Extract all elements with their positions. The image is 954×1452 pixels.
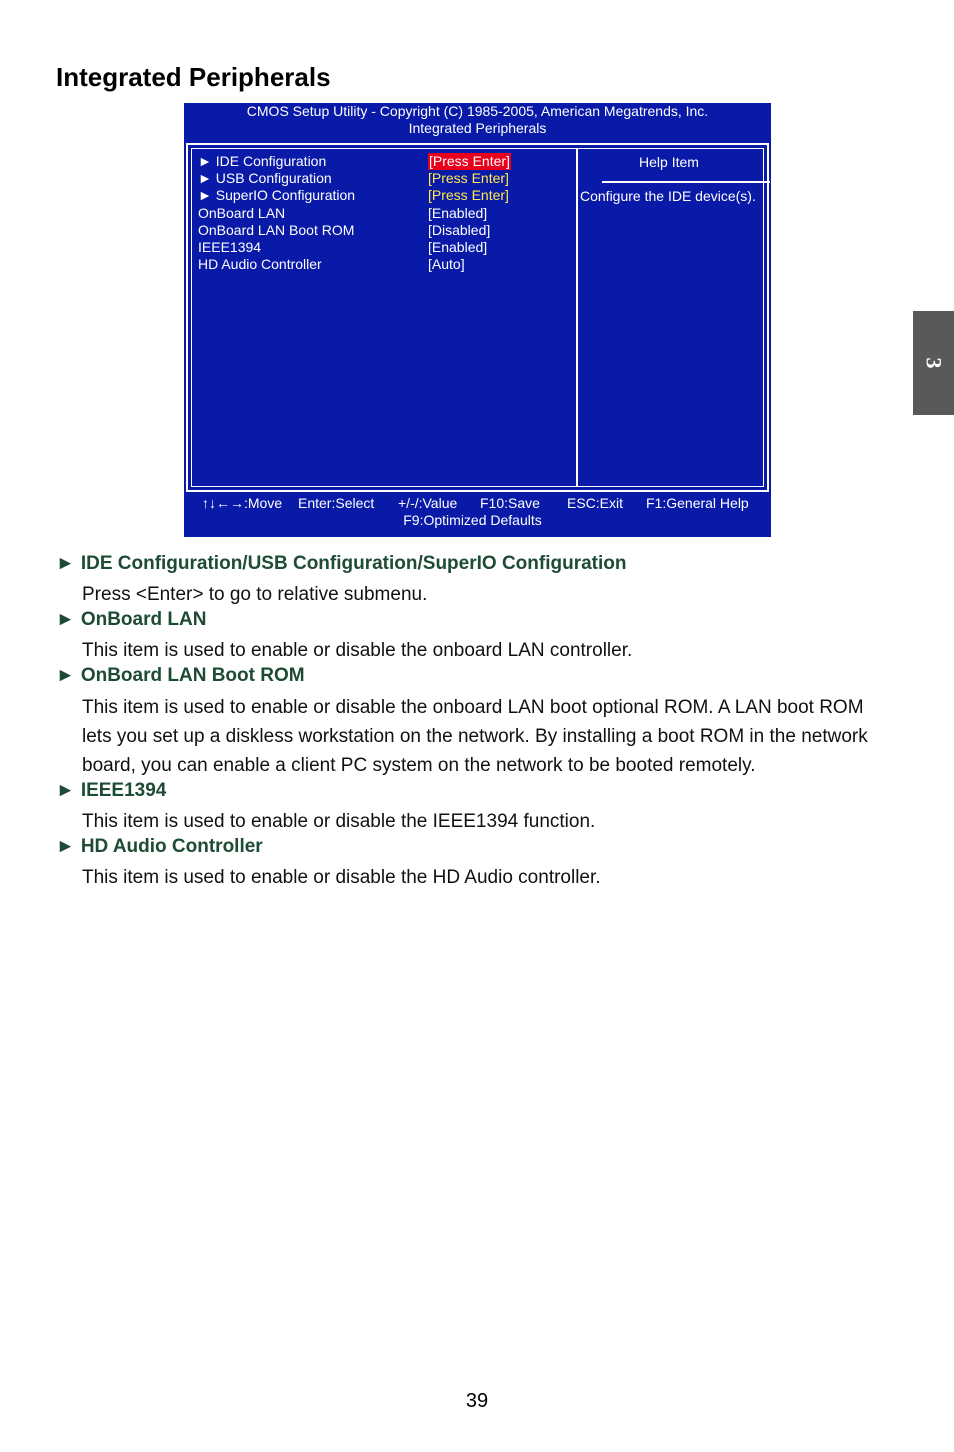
bios-header [184,103,771,137]
chapter-tab [913,311,954,415]
arrow-right-icon: ► [56,609,75,630]
bios-footer [184,495,771,529]
bios-divider [576,149,578,486]
page-title: Integrated Peripherals [56,62,331,92]
section-heading-text: IDE Configuration/USB Configuration/SuperIO Configuration [80,553,627,574]
bios-screen [184,103,771,537]
section-body-ide-usb-superio: Press <Enter> to go to relative submenu. [82,584,428,605]
menu-item-value[interactable]: [Press Enter] [429,153,510,169]
section-heading-hd-audio-controller [56,836,263,858]
menu-item-label: IEEE1394 [198,238,262,255]
menu-item-value[interactable]: [Press Enter] [428,187,509,204]
menu-item-label: HD Audio Controller [198,256,322,273]
section-body-onboard-lan-boot-rom: This item is used to enable or disable the onboard LAN boot optional ROM. A LAN boot ROM lets you set up a diskless workstation on the network. By installing a boot ROM in the network board, you can enable a client PC system on the network to be booted remotely. [82,697,868,776]
page-number: 39 [465,1390,489,1412]
menu-item-label: ► USB Configuration [198,170,332,187]
help-item-text: Configure the IDE device(s). [580,188,756,204]
menu-item-label: OnBoard LAN [198,204,286,221]
bios-copyright: CMOS Setup Utility - Copyright (C) 1985-2005, American Megatrends, Inc. [246,103,709,119]
help-item-title: Help Item [639,154,699,170]
footer-save-hint: F10:Save [480,495,540,511]
section-body-hd-audio-controller: This item is used to enable or disable the HD Audio controller. [82,867,601,888]
menu-item-ide-configuration[interactable] [198,153,568,170]
arrow-right-icon: ► [56,836,75,857]
section-body-ieee1394: This item is used to enable or disable the IEEE1394 function. [82,811,596,832]
help-title-underline [602,181,770,183]
footer-keys-row [184,495,771,512]
menu-item-usb-configuration[interactable] [198,170,568,187]
menu-item-onboard-lan[interactable] [198,205,568,222]
section-heading-onboard-lan-boot-rom [56,665,305,687]
arrow-right-icon: ► [56,665,75,686]
menu-item-value[interactable]: [Press Enter] [428,170,509,187]
section-heading-text: HD Audio Controller [80,836,263,857]
section-heading-ide-usb-superio [56,553,627,575]
section-body-onboard-lan: This item is used to enable or disable the onboard LAN controller. [82,640,633,661]
menu-item-value[interactable]: [Enabled] [428,204,488,221]
menu-item-ieee1394[interactable] [198,239,568,256]
menu-item-superio-configuration[interactable] [198,187,568,204]
footer-move-hint: ↑↓←→:Move [202,495,283,511]
arrow-right-icon: ► [56,780,75,801]
footer-select-hint: Enter:Select [298,495,375,511]
menu-item-value[interactable]: [Disabled] [428,221,491,238]
arrow-right-icon: ► [56,553,75,574]
footer-defaults-hint: F9:Optimized Defaults [403,512,542,528]
section-heading-text: OnBoard LAN [80,609,207,630]
menu-item-value[interactable]: [Enabled] [428,238,488,255]
menu-item-label: ► SuperIO Configuration [198,187,356,204]
menu-item-label: ► IDE Configuration [198,153,327,169]
menu-item-value[interactable]: [Auto] [428,256,465,273]
bios-screen-title: Integrated Peripherals [408,120,547,136]
chapter-number: 3 [921,357,947,369]
menu-item-onboard-lan-boot-rom[interactable] [198,222,568,239]
section-heading-onboard-lan [56,609,206,631]
menu-item-hd-audio-controller[interactable] [198,256,568,273]
section-heading-ieee1394 [56,780,166,802]
footer-value-hint: +/-/:Value [398,495,458,511]
footer-exit-hint: ESC:Exit [567,495,624,511]
section-heading-text: OnBoard LAN Boot ROM [80,665,305,686]
bios-menu-list [198,153,568,273]
section-heading-text: IEEE1394 [80,780,167,801]
footer-help-hint: F1:General Help [646,495,749,511]
menu-item-label: OnBoard LAN Boot ROM [198,221,355,238]
